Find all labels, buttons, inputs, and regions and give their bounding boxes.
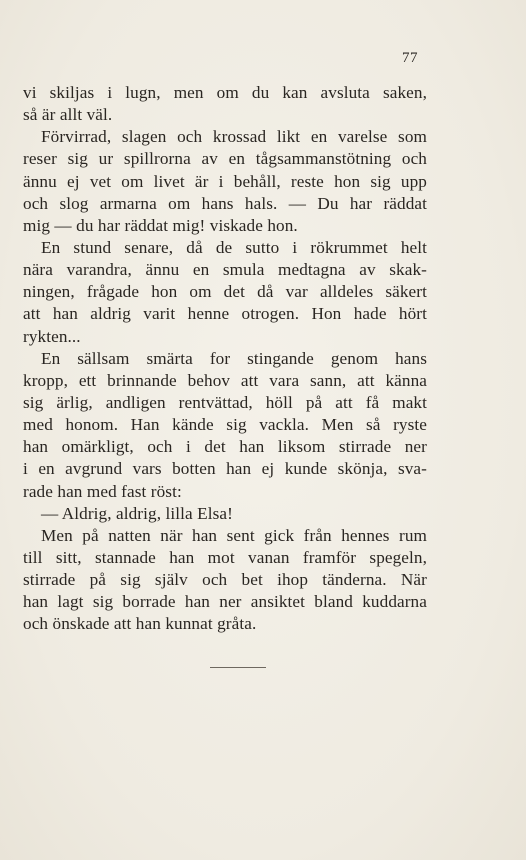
- text-line: så är allt väl.: [23, 105, 113, 125]
- text-line: rade han med fast röst:: [23, 481, 182, 501]
- text-line: vi skiljas i lugn, men om du kan avsluta saken,: [23, 83, 427, 102]
- text-line: mig — du har räddat mig! viskade hon.: [23, 215, 298, 235]
- text-line: han omärkligt, och i det han liksom stirrade ner: [23, 437, 427, 457]
- text-line: rykten...: [23, 326, 81, 346]
- text-line: till sitt, stannade han mot vanan framför spegeln,: [23, 547, 427, 567]
- text-line: reser sig ur spillrorna av en tågsammanstötning och: [23, 149, 427, 169]
- text-line: En stund senare, då de sutto i rökrummet helt: [41, 237, 427, 257]
- text-line: och slog armarna om hans hals. — Du har räddat: [23, 193, 427, 213]
- text-line: kropp, ett brinnande behov att vara sann, att känna: [23, 370, 427, 390]
- text-line: — Aldrig, aldrig, lilla Elsa!: [41, 503, 233, 523]
- text-line: nära varandra, ännu en smula medtagna av skak-: [23, 260, 427, 280]
- text-line: Förvirrad, slagen och krossad likt en varelse som: [41, 127, 427, 147]
- text-line: ännu ej vet om livet är i behåll, reste hon sig upp: [23, 171, 427, 191]
- body-text: [23, 82, 427, 636]
- text-line: och önskade att han kunnat gråta.: [23, 614, 257, 634]
- section-divider: [210, 667, 266, 668]
- text-line: han lagt sig borrade han ner ansiktet bland kuddarna: [23, 592, 427, 612]
- text-line: Men på natten när han sent gick från hennes rum: [41, 525, 427, 545]
- text-line: med honom. Han kände sig vackla. Men så ryste: [23, 415, 427, 435]
- page-number: 77: [402, 50, 418, 66]
- text-line: En sällsam smärta for stingande genom hans: [41, 348, 427, 368]
- text-line: ningen, frågade hon om det då var alldeles säkert: [23, 282, 427, 302]
- text-line: i en avgrund vars botten han ej kunde skönja, sva-: [23, 459, 427, 479]
- text-line: sig ärlig, andligen rentvättad, höll på att få makt: [23, 392, 427, 412]
- text-line: att han aldrig varit henne otrogen. Hon hade hört: [23, 304, 427, 324]
- text-line: stirrade på sig själv och bet ihop tänderna. När: [23, 570, 427, 590]
